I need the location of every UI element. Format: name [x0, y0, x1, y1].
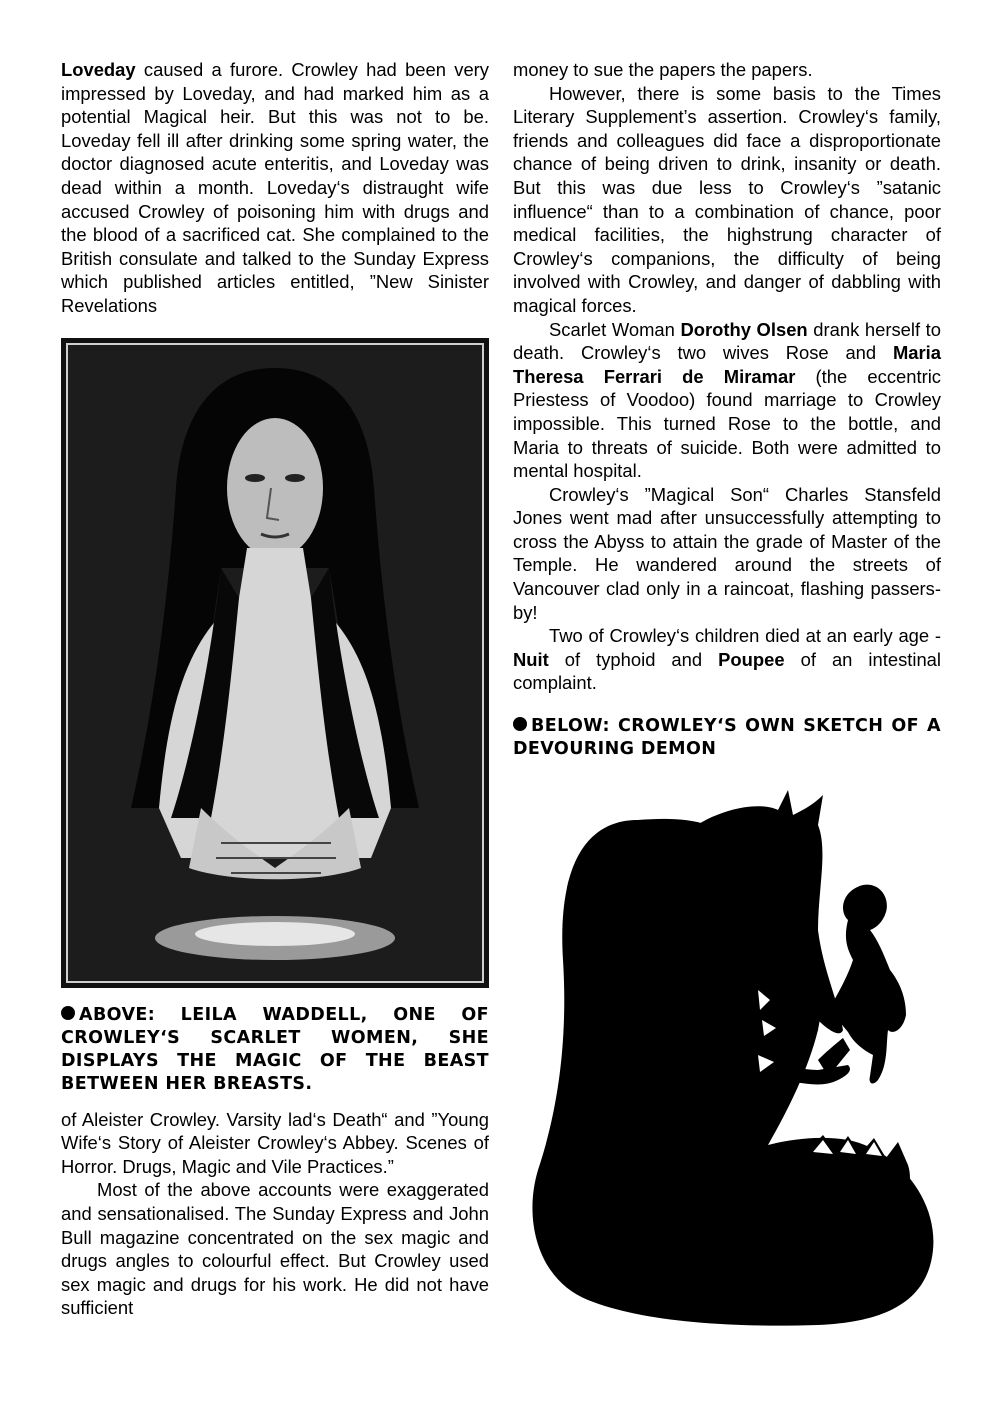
- bullet-icon: [513, 717, 527, 731]
- left-paragraph-1-text: caused a furore. Crowley had been very impressed by Loveday, and had marked him as a potential Magical heir. But this was not to be. Loveday fell ill after drinking some spring water, the doctor diagnosed acute enteritis, and Loveday was dead within a month. Loveday‘s distraught wife accused Crowley of poisoning him with drugs and the blood of a sacrificed cat. She complained to the British consulate and talked to the Sunday Express which published articles entitled, ”New Sinister Revelations: [61, 59, 489, 316]
- name-nuit: Nuit: [513, 648, 549, 670]
- right-paragraph-2: However, there is some basis to the Times Literary Supplement’s assertion. Crowley‘s family, friends and colleagues did face a disproportionate chance of being driven to drink, insanity or death. But this was due less to Crowley‘s ”satanic influence“ than to a combination of chance, poor medical facilities, the highstrung character of Crowley‘s companions, the difficulty of being involved with Crowley, and danger of dabbling with magical forces.: [513, 82, 941, 316]
- right-paragraph-1: money to sue the papers the papers.: [513, 59, 813, 80]
- left-paragraph-1: [61, 58, 489, 318]
- left-paragraph-3: Most of the above accounts were exaggerated and sensationalised. The Sunday Express and John Bull magazine concentrated on the sex magic and drugs angles to colourful effect. But Crowley used sex magic and drugs for his work. He did not have sufficient: [61, 1179, 489, 1319]
- right-paragraph-3: [513, 318, 941, 483]
- devouring-demon-sketch: [518, 780, 978, 1340]
- right-column: [513, 58, 941, 773]
- left-paragraph-2: of Aleister Crowley. Varsity lad‘s Death“ and ”Young Wife‘s Story of Aleister Crowley‘s Abbey. Scenes of Horror. Drugs, Magic and Vile Practices.”: [61, 1108, 489, 1177]
- right-paragraph-5: [513, 624, 941, 695]
- sketch-caption-below: [513, 715, 941, 761]
- left-column: [61, 58, 489, 1320]
- right-paragraph-3-text-3: (the eccentric Priestess of Voodoo) found marriage to Crowley impossible. This turned Rose to the bottle, and Maria to threats of suicide. Both were admitted to mental hospital.: [513, 365, 941, 482]
- demon-silhouette-illustration: [518, 780, 978, 1340]
- sketch-caption-text: BELOW: CROWLEY‘S OWN SKETCH OF A DEVOURING DEMON: [513, 716, 941, 760]
- right-paragraph-4: Crowley‘s ”Magical Son“ Charles Stansfeld Jones went mad after unsuccessfully attempting to cross the Abyss to attain the grade of Master of the Temple. He wandered around the streets of Vancouver clad only in a raincoat, flashing passers-by!: [513, 483, 941, 623]
- right-paragraph-5-text-3: of an intestinal complaint.: [513, 648, 941, 694]
- portrait-illustration: [61, 338, 489, 988]
- photo-caption-above: [61, 1004, 489, 1096]
- right-paragraph-5-text-2: of typhoid and: [548, 648, 719, 670]
- name-dorothy-olsen: Dorothy Olsen: [680, 318, 808, 340]
- name-poupee: Poupee: [718, 648, 785, 670]
- leila-waddell-photo: [61, 338, 489, 988]
- right-paragraph-3-text-1: Scarlet Woman: [549, 318, 681, 340]
- name-loveday: Loveday: [61, 59, 136, 80]
- right-paragraph-5-text-1: Two of Crowley‘s children died at an early age -: [549, 625, 941, 647]
- bullet-icon: [61, 1006, 75, 1020]
- right-paragraph-3-text-2: drank herself to death. Crowley‘s two wives Rose and: [513, 318, 941, 364]
- name-maria-theresa: Maria Theresa Ferrari de Miramar: [513, 342, 941, 387]
- photo-caption-text: ABOVE: LEILA WADDELL, ONE OF CROWLEY‘S SCARLET WOMEN, SHE DISPLAYS THE MAGIC OF THE BEAST BETWEEN HER BREASTS.: [61, 1004, 489, 1094]
